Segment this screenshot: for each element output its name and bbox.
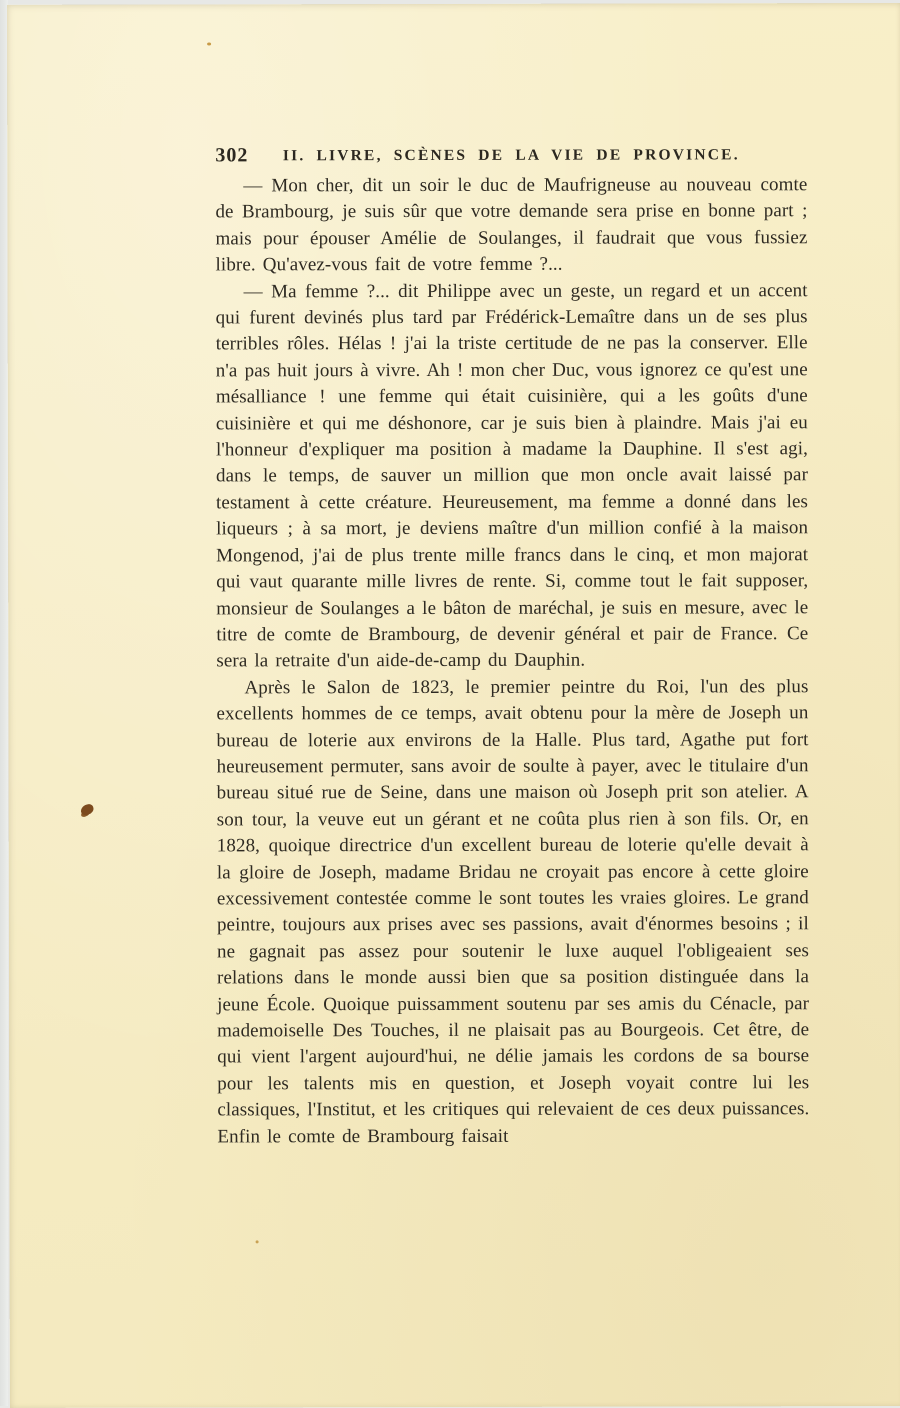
paragraph: — Mon cher, dit un soir le duc de Maufrigneuse au nouveau comte de Brambourg, je suis sûr que votre demande sera prise en bonne part ; mais pour épouser Amélie de Soulanges, il faudrait que vous fussiez libre. Qu'avez-vous fait de votre femme ?... [215,174,808,276]
paper-speck [207,42,211,45]
paragraph: Après le Salon de 1823, le premier peintre du Roi, l'un des plus excellents hommes de ce temps, avait obtenu pour la mère de Joseph un bureau de loterie aux environs de la Halle. Plus tard, Agathe put fort heureusement permuter, sans avoir de soulte à payer, avec le titulaire d'un bureau situé rue de Seine, dans une maison où Joseph prit son atelier. A son tour, la veuve eut un gérant et ne coûta plus rien à son fils. Or, en 1828, quoique directrice d'un excellent bureau de loterie qu'elle devait à la gloire de Joseph, madame Bridau ne croyait pas encore à cette gloire excessivement contestée comme le sont toutes les vraies gloires. Le grand peintre, toujours aux prises avec ses passions, avait d'énormes besoins ; il ne gagnait pas assez pour soutenir le luxe auquel l'obligeaient ses relations dans le monde aussi bien que sa position distinguée dans la jeune École. Quoique puissamment soutenu par ses amis du Cénacle, par mademoiselle Des Touches, il ne plaisait pas au Bourgeois. Cet être, de qui vient l'argent aujourd'hui, ne délie jamais les cordons de sa bourse pour les talents mis en question, et Joseph voyait contre lui les classiques, l'Institut, et les critiques qui relevaient de ces deux puissances. Enfin le comte de Brambourg faisait [216,675,810,1148]
book-page-paper [7,3,900,1408]
page-number: 302 [215,144,249,167]
paper-speck [256,1240,259,1243]
paragraph: — Ma femme ?... dit Philippe avec un geste, un regard et un accent qui furent devinés plus tard par Frédérick-Lemaître dans un de ses plus terribles rôles. Hélas ! j'ai la triste certitude de ne pas la conserver. Elle n'a pas huit jours à vivre. Ah ! mon cher Duc, vous ignorez ce qu'est une mésalliance ! une femme qui était cuisinière, qui a les goûts d'une cuisinière et qui me déshonore, car je suis bien à plaindre. Mais j'ai eu l'honneur d'expliquer ma position à madame la Dauphine. Il s'est agi, dans le temps, de sauver un million que mon oncle avait laissé par testament à cette créature. Heureusement, ma femme a donné dans les liqueurs ; à sa mort, je deviens maître d'un million confié à la maison Mongenod, j'ai de plus trente mille francs dans le cinq, et mon majorat qui vaut quarante mille livres de rente. Si, comme tout le fait supposer, monsieur de Soulanges a le bâton de maréchal, je suis en mesure, avec le titre de comte de Brambourg, de devenir général et pair de France. Ce sera la retraite d'un aide-de-camp du Dauphin. [215,279,809,672]
page-header [215,143,807,168]
ink-stain [79,803,94,817]
running-title: II. LIVRE, SCÈNES DE LA VIE DE PROVINCE. [282,146,740,165]
page-body-text [215,172,809,1150]
